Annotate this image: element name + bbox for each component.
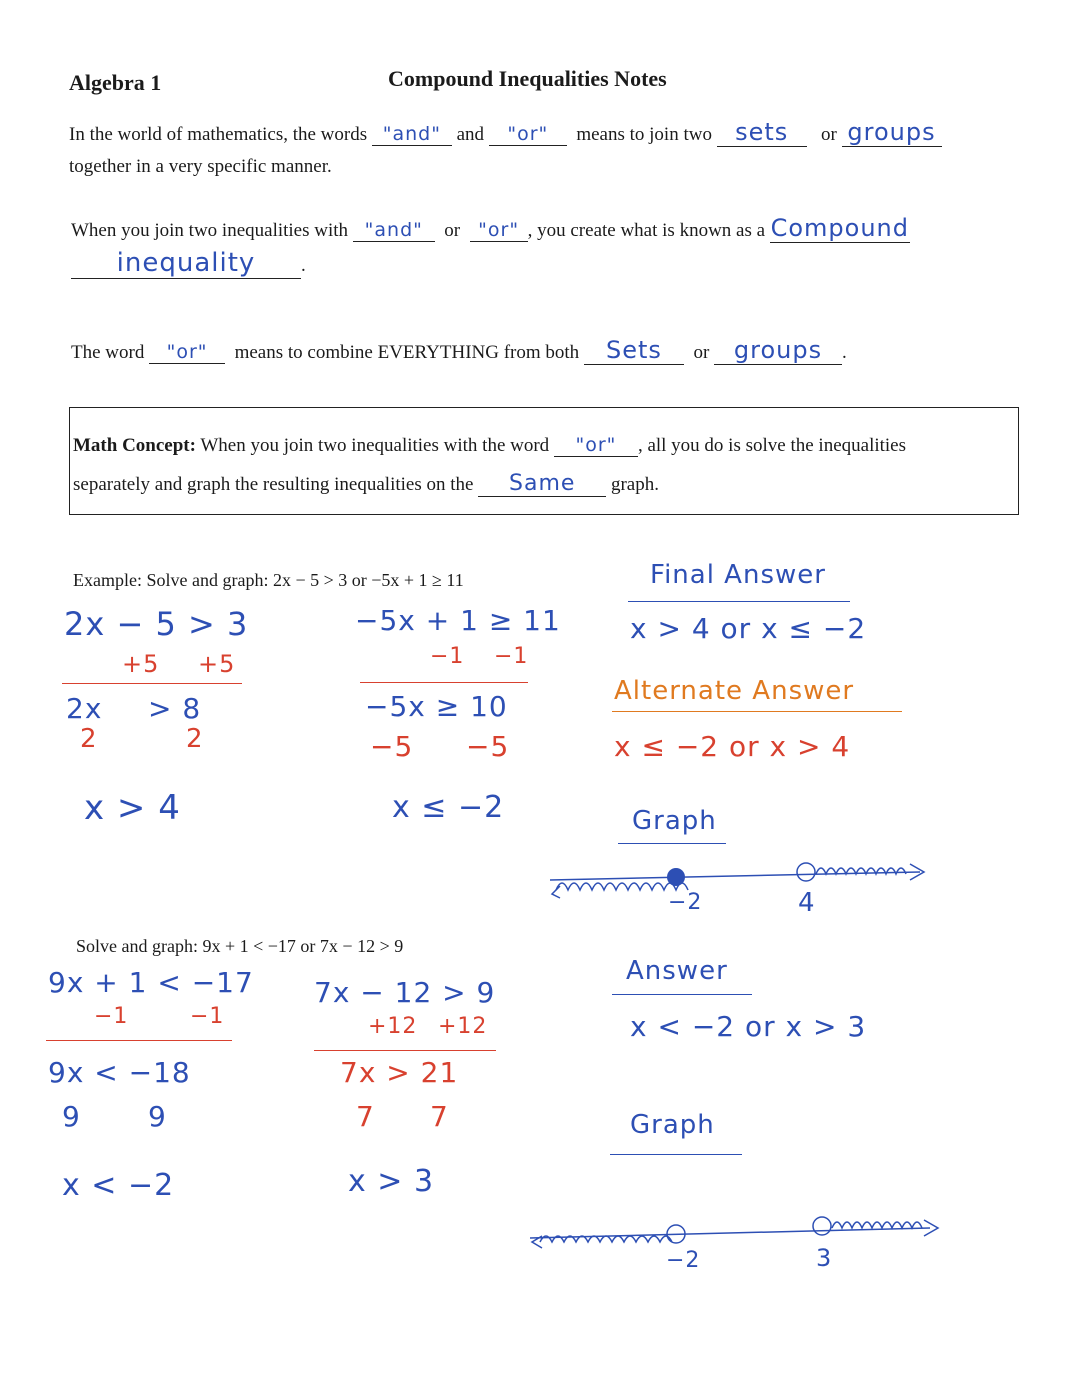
example1-prompt: Example: Solve and graph: 2x − 5 > 3 or −5x + 1 ≥ 11	[73, 570, 464, 590]
ex1-right-line3: −5x ≥ 10	[365, 690, 508, 723]
text: In the world of mathematics, the words	[69, 124, 368, 145]
page-title: Compound Inequalities Notes	[388, 66, 667, 91]
text: When you join two inequalities with	[71, 220, 349, 241]
text: or	[693, 342, 710, 363]
text: means to join two	[576, 124, 712, 145]
ex2-graph-label-right: 3	[816, 1244, 833, 1272]
ex1-left-line1: 2x − 5 > 3	[64, 605, 249, 643]
ex1-left-line3a: 2x	[66, 692, 103, 725]
ex1-graph-label-right: 4	[798, 888, 816, 918]
ex2-graph-label-left: −2	[666, 1248, 701, 1273]
text: The word	[71, 342, 145, 363]
fill-blank-compound: Compound	[770, 214, 910, 242]
text: , all you do is solve the inequalities	[637, 435, 907, 456]
ex2-left-shading	[540, 1236, 672, 1242]
text: or	[820, 124, 837, 145]
fill-blank-sets: sets	[717, 118, 807, 147]
ex1-right-line1: −5x + 1 ≥ 11	[355, 604, 561, 637]
text: separately and graph the resulting inequalities on the	[73, 474, 474, 495]
text: When you join two inequalities with the word	[200, 435, 550, 456]
ex2-right-result: x > 3	[348, 1164, 435, 1199]
ex1-right-result: x ≤ −2	[392, 790, 505, 825]
ex1-right-sub-b: −1	[494, 644, 529, 669]
paragraph-words-meaning-end: together in a very specific manner.	[69, 156, 332, 177]
ex1-right-sub-a: −1	[430, 644, 465, 669]
ex2-answer: x < −2 or x > 3	[630, 1010, 867, 1043]
fill-blank-inequality: inequality	[71, 248, 301, 279]
ex2-right-line1: 7x − 12 > 9	[314, 976, 496, 1009]
concept-label: Math Concept:	[73, 435, 196, 456]
fill-blank-or-3: "or"	[149, 341, 225, 364]
fill-blank-and-2: "and"	[353, 219, 435, 242]
fill-blank-same: Same	[478, 471, 606, 497]
fill-blank-or: "or"	[489, 123, 567, 146]
ex1-graph-label: Graph	[632, 806, 717, 836]
ex2-right-shading	[832, 1222, 922, 1228]
ex1-alt-label: Alternate Answer	[614, 676, 855, 706]
fill-blank-groups-2: groups	[714, 336, 842, 365]
ex2-left-result: x < −2	[62, 1168, 175, 1203]
ex2-right-div-a: 7	[356, 1100, 375, 1133]
ex2-open-dot-right-icon	[813, 1217, 831, 1235]
ex2-right-add-a: +12	[368, 1014, 418, 1039]
ex1-right-div-a: −5	[370, 730, 414, 763]
ex1-left-line3b: > 8	[148, 692, 202, 725]
ex2-left-div-b: 9	[148, 1100, 167, 1133]
ex2-left-line3: 9x < −18	[48, 1056, 191, 1089]
ex2-right-add-b: +12	[438, 1014, 488, 1039]
ex1-left-div-b: 2	[186, 724, 204, 754]
ex2-right-line3: 7x > 21	[340, 1056, 459, 1089]
ex2-left-line1: 9x + 1 < −17	[48, 966, 254, 999]
ex2-left-sub-b: −1	[190, 1004, 225, 1029]
text: , you create what is known as a	[527, 220, 766, 241]
fill-blank-groups: groups	[842, 118, 942, 147]
ex1-final-label: Final Answer	[650, 560, 826, 590]
ex1-left-add-a: +5	[122, 650, 160, 678]
fill-blank-and: "and"	[372, 123, 452, 146]
ex1-alt-answer: x ≤ −2 or x > 4	[614, 730, 851, 763]
text: .	[842, 342, 847, 363]
ex2-graph-label: Graph	[630, 1110, 715, 1140]
text: means to combine EVERYTHING from both	[234, 342, 580, 363]
text: .	[301, 255, 306, 276]
ex1-graph-label-left: −2	[668, 890, 703, 915]
ex1-left-add-b: +5	[198, 650, 236, 678]
fill-blank-or-4: "or"	[554, 434, 638, 457]
ex1-left-result: x > 4	[84, 788, 181, 828]
ex2-left-sub-a: −1	[94, 1004, 129, 1029]
text: graph.	[610, 474, 659, 495]
ex1-right-div-b: −5	[466, 730, 510, 763]
text: and	[456, 124, 485, 145]
ex2-answer-label: Answer	[626, 956, 728, 986]
ex2-left-div-a: 9	[62, 1100, 81, 1133]
ex2-right-div-b: 7	[430, 1100, 449, 1133]
course-title: Algebra 1	[69, 70, 162, 95]
fill-blank-or-2: "or"	[470, 219, 528, 242]
ex1-left-div-a: 2	[80, 724, 98, 754]
fill-blank-sets-2: Sets	[584, 336, 684, 365]
ex1-final-answer: x > 4 or x ≤ −2	[630, 612, 867, 645]
example2-prompt: Solve and graph: 9x + 1 < −17 or 7x − 12 > 9	[76, 936, 404, 956]
text: or	[444, 220, 461, 241]
ex2-number-line	[530, 1228, 930, 1238]
